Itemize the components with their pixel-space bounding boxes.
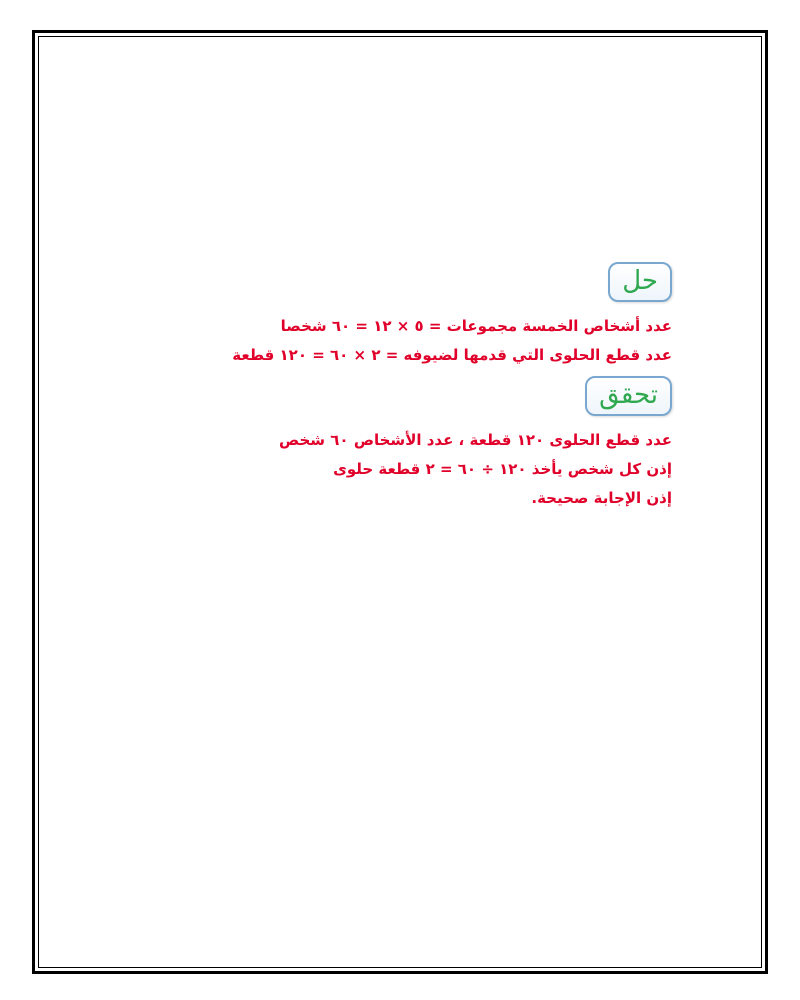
- solution-line-2: عدد قطع الحلوى التي قدمها لضيوفه = ٢ × ٦٠ = ١٢٠ قطعة: [232, 346, 672, 364]
- solution-line-1: عدد أشخاص الخمسة مجموعات = ٥ × ١٢ = ٦٠ شخصا: [280, 317, 672, 335]
- worked-solution: [152, 262, 672, 513]
- check-line-3: إذن الإجابة صحيحة.: [531, 489, 672, 507]
- check-line-1: عدد قطع الحلوى ١٢٠ قطعة ، عدد الأشخاص ٦٠ شخص: [279, 431, 672, 449]
- check-heading: تحقق: [585, 376, 672, 416]
- solution-heading: حل: [608, 262, 672, 302]
- check-line-2: إذن كل شخص يأخذ ١٢٠ ÷ ٦٠ = ٢ قطعة حلوى: [333, 460, 672, 478]
